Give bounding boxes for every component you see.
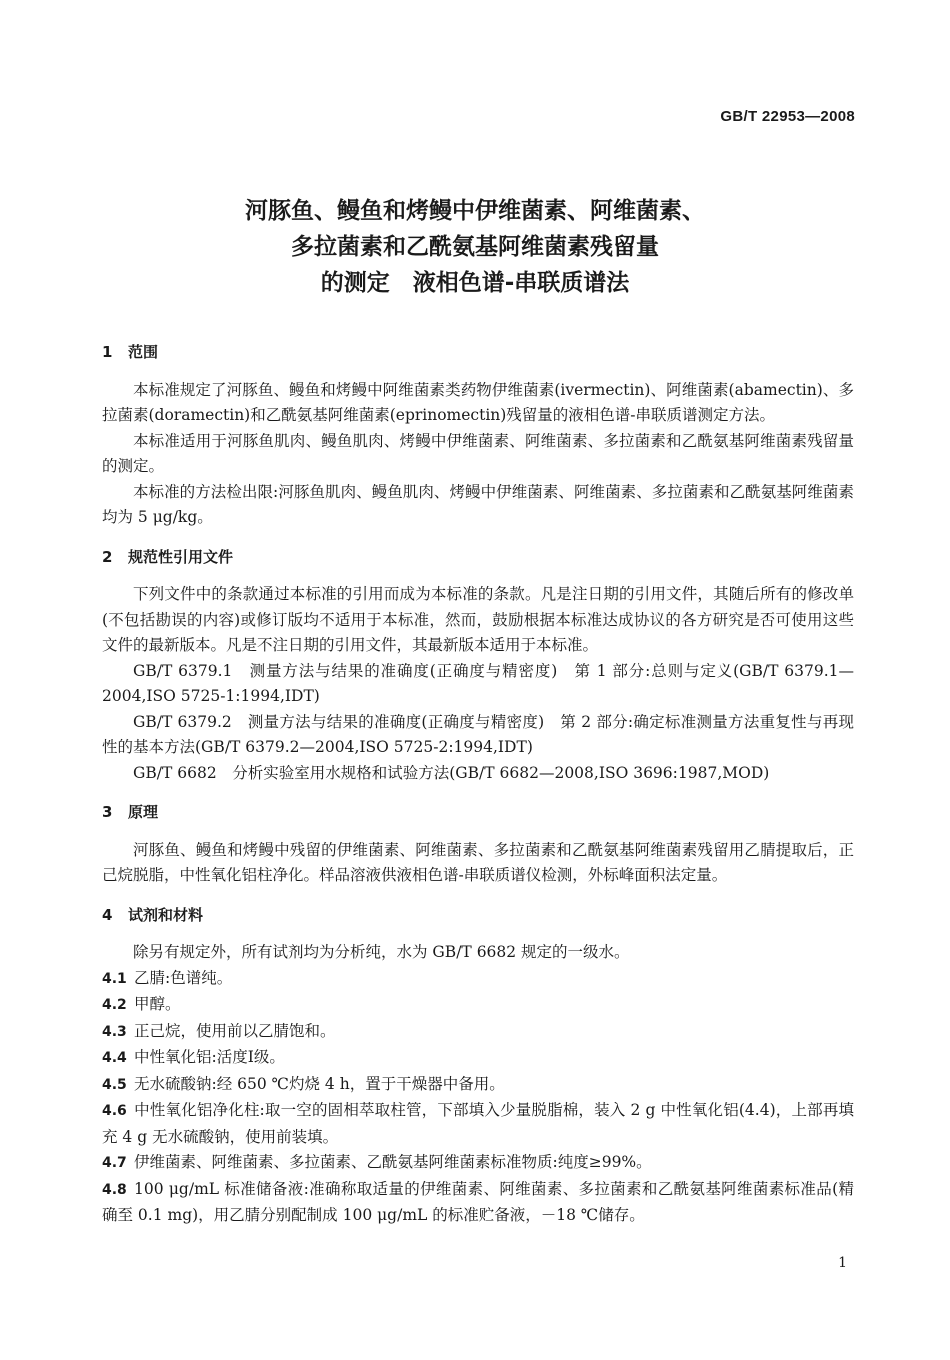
item-text: 甲醇。: [134, 995, 181, 1013]
reagent-item: [102, 1177, 854, 1229]
item-text: 中性氧化铝净化柱:取一空的固相萃取柱管，下部填入少量脱脂棉，装入 2 g 中性氧化铝(4.4)，上部再填充 4 g 无水硫酸钠，使用前装填。: [102, 1101, 854, 1146]
item-number: 4.6: [102, 1103, 127, 1119]
section-heading-normative-references: [102, 545, 854, 571]
item-number: 4.3: [102, 1023, 127, 1040]
item-text: 伊维菌素、阿维菌素、多拉菌素、乙酰氨基阿维菌素标准物质:纯度≥99%。: [134, 1153, 652, 1171]
reagent-item: [102, 966, 854, 993]
reference-item: GB/T 6379.2 测量方法与结果的准确度(正确度与精密度) 第 2 部分:确定标准测量方法重复性与再现性的基本方法(GB/T 6379.2—2004,ISO 5725-2:1994,IDT): [102, 712, 854, 756]
section-heading-principle: [102, 800, 854, 826]
item-text: 正己烷，使用前以乙腈饱和。: [134, 1021, 336, 1040]
reagent-item: [102, 1150, 854, 1177]
section-number: 1: [102, 343, 113, 361]
reagent-item: [102, 1072, 854, 1099]
reagent-item: [102, 992, 854, 1019]
title-line-2: 多拉菌素和乙酰氨基阿维菌素残留量: [291, 234, 659, 260]
page-number: 1: [838, 1255, 847, 1271]
title-line-3: 的测定 液相色谱-串联质谱法: [320, 270, 630, 296]
reagent-item: [102, 1098, 854, 1150]
paragraph: 下列文件中的条款通过本标准的引用而成为本标准的条款。凡是注日期的引用文件，其随后所有的修改单(不包括勘误的内容)或修订版均不适用于本标准，然而，鼓励根据本标准达成协议的各方研究是否可使用这些文件的最新版本。凡是不注日期的引用文件，其最新版本适用于本标准。: [102, 585, 854, 654]
item-text: 中性氧化铝:活度Ⅰ级。: [134, 1048, 285, 1066]
section-number: 4: [102, 905, 113, 924]
paragraph: 河豚鱼、鳗鱼和烤鳗中残留的伊维菌素、阿维菌素、多拉菌素和乙酰氨基阿维菌素残留用乙腈提取后，正己烷脱脂，中性氧化铝柱净化。样品溶液供液相色谱-串联质谱仪检测，外标峰面积法定量。: [102, 840, 854, 884]
item-number: 4.4: [102, 1050, 127, 1066]
paragraph: 本标准适用于河豚鱼肌肉、鳗鱼肌肉、烤鳗中伊维菌素、阿维菌素、多拉菌素和乙酰氨基阿维菌素残留量的测定。: [102, 431, 854, 475]
section-title: 规范性引用文件: [128, 547, 234, 566]
paragraph: 除另有规定外，所有试剂均为分析纯，水为 GB/T 6682 规定的一级水。: [133, 943, 630, 961]
section-heading-reagents: [102, 903, 854, 929]
item-number: 4.7: [102, 1155, 127, 1171]
paragraph: 本标准的方法检出限:河豚鱼肌肉、鳗鱼肌肉、烤鳗中伊维菌素、阿维菌素、多拉菌素和乙酰氨基阿维菌素均为 5 μg/kg。: [102, 482, 854, 526]
section-title: 范围: [128, 343, 159, 361]
standard-code: GB/T 22953—2008: [720, 108, 855, 125]
reference-item: GB/T 6379.1 测量方法与结果的准确度(正确度与精密度) 第 1 部分:总则与定义(GB/T 6379.1—2004,ISO 5725-1:1994,IDT): [102, 661, 854, 705]
item-text: 100 μg/mL 标准储备液:准确称取适量的伊维菌素、阿维菌素、多拉菌素和乙酰氨基阿维菌素标准品(精确至 0.1 mg)，用乙腈分别配制成 100 μg/mL 的标准贮备液，－18 ℃储存。: [102, 1179, 854, 1224]
item-text: 乙腈:色谱纯。: [134, 968, 233, 987]
section-number: 2: [102, 547, 113, 566]
reagent-item: [102, 1045, 854, 1072]
item-number: 4.1: [102, 970, 127, 987]
section-number: 3: [102, 803, 113, 821]
reagent-item: [102, 1019, 854, 1046]
section-heading-scope: [102, 340, 854, 366]
reference-item: GB/T 6682 分析实验室用水规格和试验方法(GB/T 6682—2008,ISO 3696:1987,MOD): [133, 763, 770, 782]
item-number: 4.2: [102, 997, 127, 1013]
paragraph: 本标准规定了河豚鱼、鳗鱼和烤鳗中阿维菌素类药物伊维菌素(ivermectin)、阿维菌素(abamectin)、多拉菌素(doramectin)和乙酰氨基阿维菌素(eprinomectin)残留量的液相色谱-串联质谱测定方法。: [102, 380, 854, 424]
document-body: [102, 340, 854, 1229]
item-text: 无水硫酸钠:经 650 ℃灼烧 4 h，置于干燥器中备用。: [134, 1074, 505, 1093]
section-title: 试剂和材料: [128, 905, 204, 924]
section-title: 原理: [128, 803, 159, 821]
title-line-1: 河豚鱼、鳗鱼和烤鳗中伊维菌素、阿维菌素、: [245, 198, 705, 224]
item-number: 4.8: [102, 1181, 127, 1198]
item-number: 4.5: [102, 1076, 127, 1093]
document-title: [0, 193, 950, 301]
